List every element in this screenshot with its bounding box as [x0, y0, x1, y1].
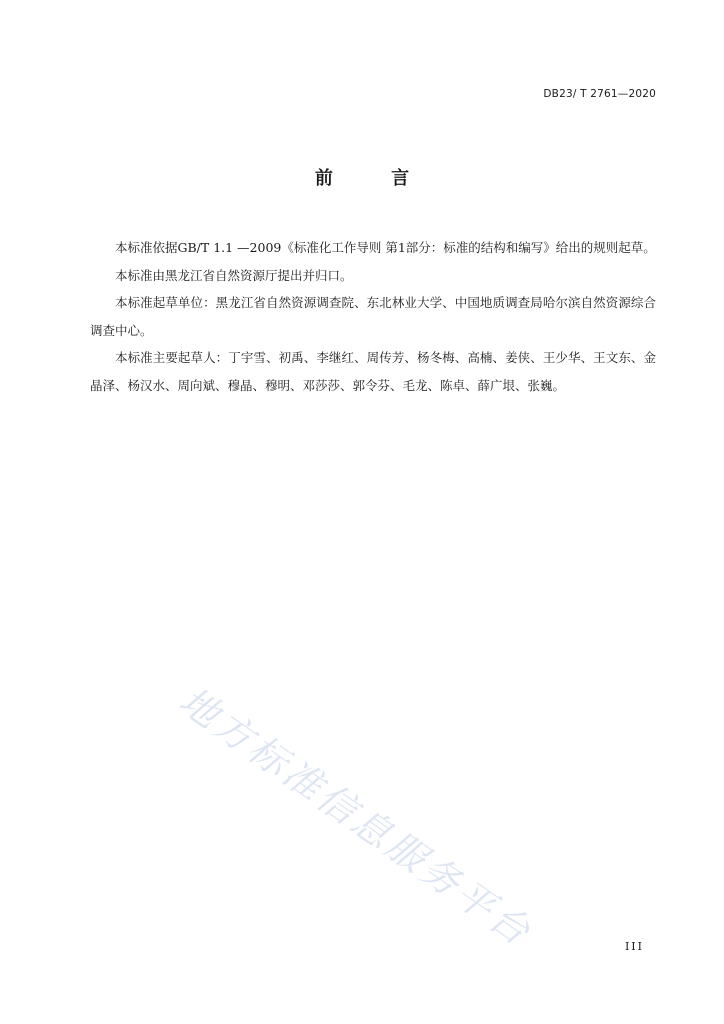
page-number: III	[624, 940, 644, 953]
paragraph-drafters: 本标准主要起草人：丁宇雪、初禹、李继红、周传芳、杨冬梅、高楠、姜侠、王少华、王文东、金晶泽、杨汉水、周向斌、穆晶、穆明、邓莎莎、郭令芬、毛龙、陈卓、薛广垠、张巍。	[90, 350, 656, 393]
foreword-body	[90, 234, 656, 399]
standard-code: DB23/ T 2761—2020	[543, 88, 656, 100]
paragraph-basis: 本标准依据GB/T 1.1 —2009《标准化工作导则 第1部分：标准的结构和编写》给出的规则起草。	[115, 240, 656, 255]
paragraph-drafting-units: 本标准起草单位：黑龙江省自然资源调查院、东北林业大学、中国地质调查局哈尔滨自然资源综合调查中心。	[90, 295, 656, 338]
watermark: 地方标准信息服务平台	[171, 678, 541, 956]
paragraph-proposer: 本标准由黑龙江省自然资源厅提出并归口。	[115, 267, 353, 283]
page-title: 前 言	[314, 168, 436, 189]
